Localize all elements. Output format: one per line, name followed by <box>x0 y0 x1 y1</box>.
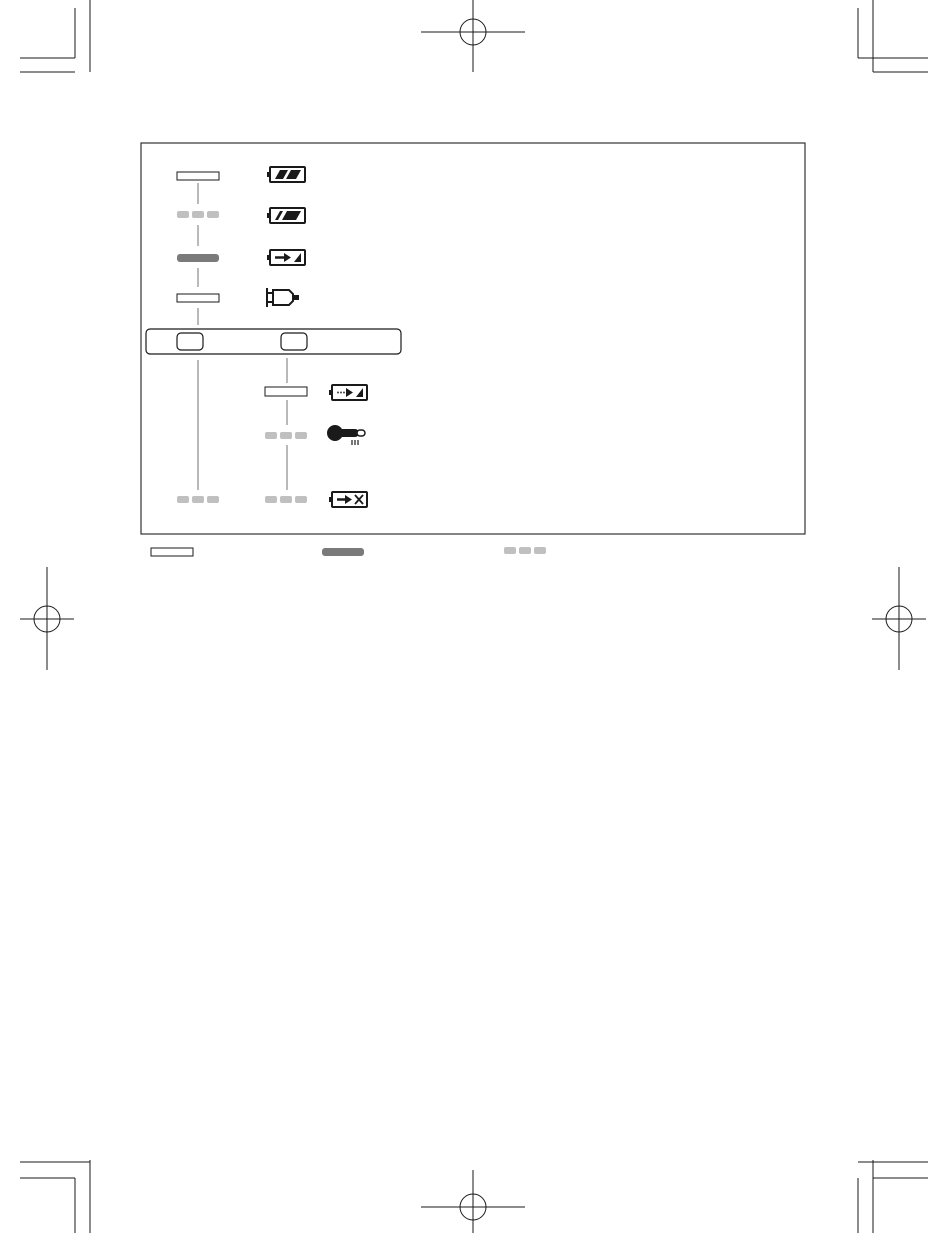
lamp-blinking-a1 <box>177 211 219 218</box>
legend-lamp-on <box>322 548 364 556</box>
diagram-frame <box>141 143 805 534</box>
thermometer-icon <box>327 425 365 445</box>
lamp-off-b0 <box>265 387 307 396</box>
battery-charging-icon <box>267 208 305 223</box>
lamp-blinking-b1 <box>265 432 307 439</box>
battery-charge-arrow-icon <box>267 250 305 265</box>
lamp-off-a0 <box>177 172 219 180</box>
battery-error-icon <box>329 492 367 507</box>
lamp-on-a2 <box>177 254 219 262</box>
registration-mark-bottom <box>421 1170 525 1233</box>
legend <box>151 547 546 556</box>
lamp-blinking-b2 <box>265 496 307 503</box>
legend-lamp-off <box>151 548 193 556</box>
registration-mark-left <box>20 567 74 670</box>
branch-button-right[interactable] <box>281 333 307 350</box>
registration-mark-right <box>872 567 926 670</box>
lamp-blinking-a4 <box>177 496 219 503</box>
registration-mark-top <box>421 0 525 72</box>
lamp-off-a3 <box>177 294 219 302</box>
legend-lamp-blinking <box>504 547 546 554</box>
print-crop-marks <box>20 0 928 1233</box>
battery-full-icon <box>267 167 305 182</box>
battery-dotted-charge-icon <box>329 385 367 400</box>
branch-button-left[interactable] <box>177 333 203 350</box>
power-plug-icon <box>267 288 299 307</box>
